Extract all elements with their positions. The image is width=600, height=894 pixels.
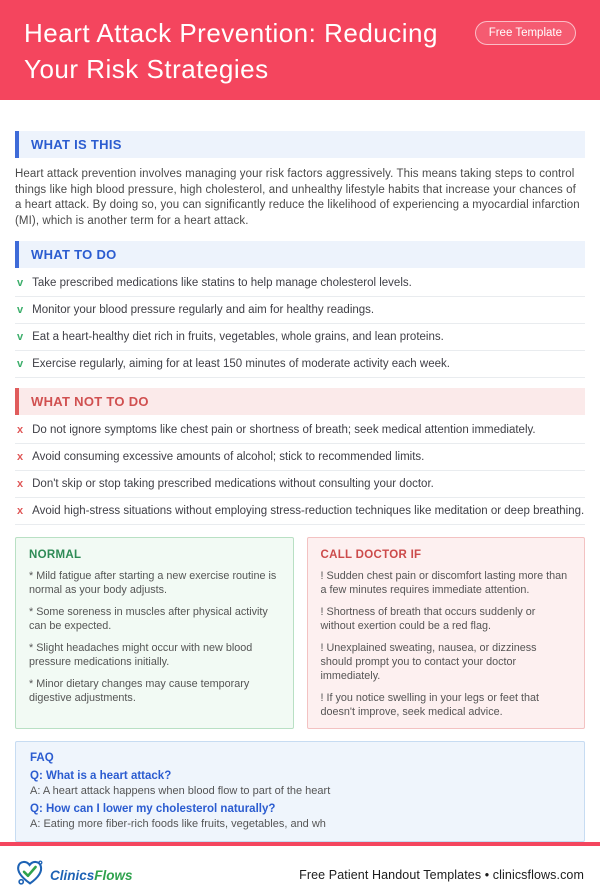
- what-to-do-item: [15, 270, 585, 297]
- what-not-to-do-item: [15, 498, 585, 525]
- faq-answer: A: Eating more fiber-rich foods like fruits, vegetables, and wh: [30, 818, 326, 830]
- what-to-do-item-text: Monitor your blood pressure regularly and aim for healthy readings.: [32, 304, 375, 316]
- page-title: Heart Attack Prevention: Reducing Your Risk Strategies: [24, 18, 438, 84]
- normal-box-item: * Slight headaches might occur with new blood pressure medications initially.: [29, 642, 253, 668]
- normal-box-item: * Mild fatigue after starting a new exercise routine is normal as your body adjusts.: [29, 570, 277, 596]
- call-doctor-box-heading: CALL DOCTOR IF: [320, 549, 422, 561]
- footer: [0, 846, 600, 892]
- what-not-to-do-list: [15, 417, 585, 525]
- section-heading-what-to-do: WHAT TO DO: [15, 241, 585, 268]
- what-to-do-item-text: Exercise regularly, aiming for at least 150 minutes of moderate activity each week.: [32, 358, 450, 370]
- what-not-to-do-item-text: Don't skip or stop taking prescribed medications without consulting your doctor.: [32, 478, 434, 490]
- info-boxes-row: [15, 537, 585, 729]
- faq-question: Q: What is a heart attack?: [30, 770, 172, 782]
- clinicsflows-logo: [14, 857, 133, 894]
- normal-box-item: * Some soreness in muscles after physical activity can be expected.: [29, 606, 268, 632]
- call-doctor-box-item: ! Unexplained sweating, nausea, or dizziness should prompt you to contact your doctor immediately.: [320, 642, 537, 682]
- what-to-do-item: [15, 351, 585, 378]
- check-icon: v: [17, 358, 24, 370]
- footer-section: [0, 842, 600, 892]
- what-to-do-item-text: Eat a heart-healthy diet rich in fruits, vegetables, whole grains, and lean proteins.: [32, 331, 444, 343]
- normal-box: [15, 537, 294, 729]
- section-heading-what-not-to-do: WHAT NOT TO DO: [15, 388, 585, 415]
- what-not-to-do-item-text: Avoid high-stress situations without employing stress-reduction techniques like meditation or deep breathing.: [32, 505, 585, 517]
- check-icon: v: [17, 277, 24, 289]
- x-icon: x: [17, 478, 24, 490]
- what-to-do-item: [15, 324, 585, 351]
- call-doctor-box-item: ! Shortness of breath that occurs suddenly or without exertion could be a red flag.: [320, 606, 536, 632]
- x-icon: x: [17, 451, 24, 463]
- hero-header: [0, 0, 600, 100]
- logo-text: ClinicsFlows: [50, 867, 133, 883]
- what-to-do-item-text: Take prescribed medications like statins to help manage cholesterol levels.: [32, 277, 412, 289]
- section-heading-what-is-this: WHAT IS THIS: [15, 131, 585, 158]
- what-to-do-list: [15, 270, 585, 378]
- what-not-to-do-item: [15, 417, 585, 444]
- call-doctor-box-item: ! Sudden chest pain or discomfort lasting more than a few minutes requires immediate attention.: [320, 570, 568, 596]
- heart-stethoscope-icon: [14, 857, 46, 894]
- free-template-badge[interactable]: Free Template: [475, 21, 576, 45]
- normal-box-item: * Minor dietary changes may cause temporary digestive adjustments.: [29, 678, 250, 704]
- faq-question: Q: How can I lower my cholesterol naturally?: [30, 803, 276, 815]
- faq-heading: FAQ: [30, 752, 54, 764]
- call-doctor-box: [307, 537, 586, 729]
- normal-box-heading: NORMAL: [29, 549, 82, 561]
- what-not-to-do-item-text: Avoid consuming excessive amounts of alcohol; stick to recommended limits.: [32, 451, 425, 463]
- what-to-do-item: [15, 297, 585, 324]
- check-icon: v: [17, 331, 24, 343]
- faq-answer: A: A heart attack happens when blood flow to part of the heart: [30, 785, 331, 797]
- check-icon: v: [17, 304, 24, 316]
- x-icon: x: [17, 505, 24, 517]
- call-doctor-box-item: ! If you notice swelling in your legs or feet that doesn't improve, seek medical advice.: [320, 692, 539, 718]
- what-is-this-paragraph: Heart attack prevention involves managing your risk factors aggressively. This means taking steps to control things like high blood pressure, high cholesterol, and unhealthy lifestyle habits that increase your chances of a heart attack. By doing so, you can significantly reduce the likelihood of experiencing a myocardial infarction (MI), which is another term for a heart attack.: [15, 168, 580, 227]
- faq-box: [15, 741, 585, 842]
- what-not-to-do-item-text: Do not ignore symptoms like chest pain or shortness of breath; seek medical attention immediately.: [32, 424, 536, 436]
- what-not-to-do-item: [15, 471, 585, 498]
- footer-tagline: Free Patient Handout Templates • clinicsflows.com: [299, 868, 584, 882]
- x-icon: x: [17, 424, 24, 436]
- what-not-to-do-item: [15, 444, 585, 471]
